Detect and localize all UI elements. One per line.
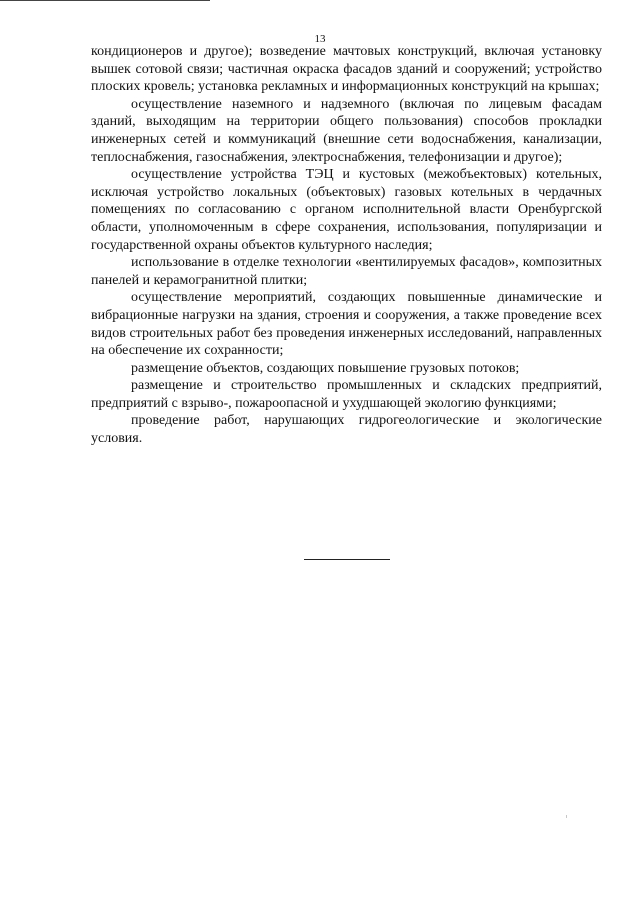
paragraph-industrial-enterprises: размещение и строительство промышленных и складских предприятий, предприятий с взрыво-, пожароопасной и ухудшающей экологию функциями;: [91, 378, 602, 411]
scan-speck: [566, 815, 567, 818]
paragraph-freight-flows: размещение объектов, создающих повышение грузовых потоков;: [131, 360, 520, 376]
document-body: [91, 43, 602, 448]
paragraph-ventilated-facades: использование в отделке технологии «вентилируемых фасадов», композитных панелей и керамогранитной плитки;: [91, 255, 602, 288]
paragraph-dynamic-loads: осуществление мероприятий, создающих повышенные динамические и вибрационные нагрузки на здания, строения и сооружения, а также проведение всех видов строительных работ без проведения инженерных исследований, направленных на обеспечение их сохранности;: [91, 290, 602, 359]
paragraph-continuation: кондиционеров и другое); возведение мачтовых конструкций, включая установку вышек сотовой связи; частичная окраска фасадов зданий и сооружений; устройство плоских кровель; установка рекламных и информационных конструкций на крышах;: [91, 44, 602, 95]
end-of-text-rule: [304, 559, 390, 560]
page-number: 13: [314, 33, 326, 45]
paragraph-boiler-houses: осуществление устройства ТЭЦ и кустовых (межобъектовых) котельных, исключая устройство локальных (объектовых) газовых котельных в чердачных помещениях по согласованию с органом исполнительной власти Оренбургской области, уполномоченным в сфере сохранения, использования, популяризации и государственной охраны объектов культурного наследия;: [91, 167, 602, 253]
top-edge-rule: [0, 0, 210, 1]
paragraph-hydrogeological-works: проведение работ, нарушающих гидрогеологические и экологические условия.: [91, 413, 602, 447]
paragraph-engineering-networks: осуществление наземного и надземного (включая по лицевым фасадам зданий, выходящим на территории общего пользования) способов прокладки инженерных сетей и коммуникаций (внешние сети водоснабжения, канализации, теплоснабжения, газоснабжения, электроснабжения, телефонизации и другое);: [91, 96, 602, 165]
